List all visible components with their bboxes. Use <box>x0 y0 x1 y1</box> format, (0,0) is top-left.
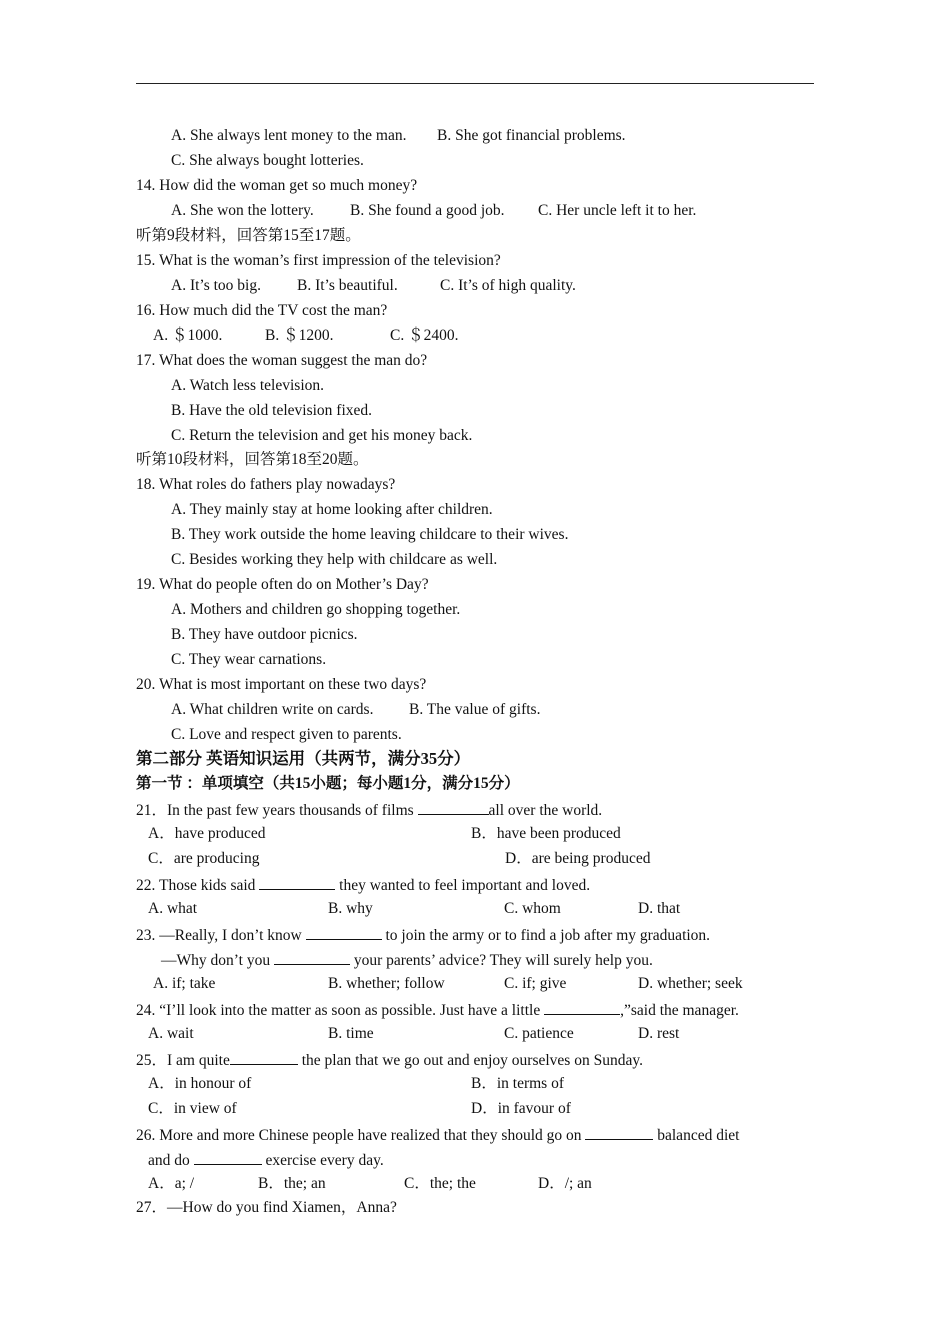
q18-option-c: C. Besides working they help with childcare as well. <box>171 551 498 568</box>
q25-option-b: B．in terms of <box>471 1075 564 1092</box>
q24-option-a: A. wait <box>148 1025 194 1042</box>
q20-option-c: C. Love and respect given to parents. <box>171 726 402 743</box>
q18-option-b: B. They work outside the home leaving childcare to their wives. <box>171 526 569 543</box>
q25-option-a: A．in honour of <box>148 1075 252 1092</box>
q22-option-b: B. why <box>328 900 373 917</box>
q17-stem: 17. What does the woman suggest the man do? <box>136 352 428 369</box>
q20-option-b: B. The value of gifts. <box>409 701 541 718</box>
q26-option-d: D．/; an <box>538 1175 592 1192</box>
instruction-passage-10: 听第10段材料，回答第18至20题。 <box>136 451 369 468</box>
q14-option-c: C. Her uncle left it to her. <box>538 202 697 219</box>
q25-blank <box>230 1049 298 1065</box>
q22-option-c: C. whom <box>504 900 561 917</box>
q23-option-c: C. if; give <box>504 975 567 992</box>
q21-stem: 21．In the past few years thousands of films all over the world. <box>136 799 602 821</box>
q26-option-c: C．the; the <box>404 1175 476 1192</box>
q19-option-c: C. They wear carnations. <box>171 651 327 668</box>
q26-option-a: A．a; / <box>148 1175 195 1192</box>
q24-option-c: C. patience <box>504 1025 574 1042</box>
q14-stem: 14. How did the woman get so much money? <box>136 177 418 194</box>
q19-option-a: A. Mothers and children go shopping together. <box>171 601 461 618</box>
q23-blank-2 <box>274 949 350 965</box>
q13-option-c: C. She always bought lotteries. <box>171 152 364 169</box>
q15-option-a: A. It’s too big. <box>171 277 261 294</box>
q26-option-b: B．the; an <box>258 1175 326 1192</box>
q17-option-b: B. Have the old television fixed. <box>171 402 373 419</box>
q17-option-a: A. Watch less television. <box>171 377 325 394</box>
instruction-passage-9: 听第9段材料，回答第15至17题。 <box>136 227 361 244</box>
q15-option-b: B. It’s beautiful. <box>297 277 398 294</box>
q24-option-d: D. rest <box>638 1025 680 1042</box>
q14-option-b: B. She found a good job. <box>350 202 505 219</box>
q23-blank-1 <box>306 924 382 940</box>
q23-line1: 23. —Really, I don’t know to join the army or to find a job after my graduation. <box>136 924 710 946</box>
q23-option-a: A. if; take <box>153 975 216 992</box>
header-rule <box>136 83 814 84</box>
q21-blank <box>418 799 489 815</box>
q16-stem: 16. How much did the TV cost the man? <box>136 302 388 319</box>
q16-option-c: C. ＄2400. <box>390 327 459 344</box>
q23-option-b: B. whether; follow <box>328 975 445 992</box>
q21-option-a: A．have produced <box>148 825 266 842</box>
q15-option-c: C. It’s of high quality. <box>440 277 576 294</box>
q21-option-b: B．have been produced <box>471 825 621 842</box>
q22-blank <box>259 874 335 890</box>
q23-option-d: D. whether; seek <box>638 975 743 992</box>
q25-option-d: D．in favour of <box>471 1100 571 1117</box>
q15-stem: 15. What is the woman’s first impression of the television? <box>136 252 501 269</box>
q22-option-a: A. what <box>148 900 198 917</box>
q24-stem: 24. “I’ll look into the matter as soon as possible. Just have a little ,”said the manager. <box>136 999 739 1021</box>
q16-option-a: A. ＄1000. <box>153 327 223 344</box>
q22-option-d: D. that <box>638 900 681 917</box>
q18-option-a: A. They mainly stay at home looking after children. <box>171 501 493 518</box>
q13-option-a: A. She always lent money to the man. <box>171 127 407 144</box>
q22-stem: 22. Those kids said they wanted to feel important and loved. <box>136 874 590 896</box>
q19-stem: 19. What do people often do on Mother’s Day? <box>136 576 429 593</box>
q14-option-a: A. She won the lottery. <box>171 202 314 219</box>
q24-option-b: B. time <box>328 1025 374 1042</box>
q26-blank-1 <box>585 1124 653 1140</box>
part2-heading: 第二部分 英语知识运用（共两节，满分35分） <box>136 749 471 768</box>
q23-line2: —Why don’t you your parents’ advice? They will surely help you. <box>161 949 653 971</box>
q26-blank-2 <box>194 1149 262 1165</box>
q19-option-b: B. They have outdoor picnics. <box>171 626 358 643</box>
q27-stem: 27．—How do you find Xiamen，Anna? <box>136 1199 397 1216</box>
q20-option-a: A. What children write on cards. <box>171 701 374 718</box>
q18-stem: 18. What roles do fathers play nowadays? <box>136 476 396 493</box>
q25-stem: 25．I am quite the plan that we go out and enjoy ourselves on Sunday. <box>136 1049 643 1071</box>
q16-option-b: B. ＄1200. <box>265 327 334 344</box>
q26-line2: and do exercise every day. <box>148 1149 384 1171</box>
section1-heading: 第一节 ：单项填空（共15小题；每小题1分，满分15分） <box>136 775 520 792</box>
q21-option-d: D．are being produced <box>505 850 651 867</box>
q17-option-c: C. Return the television and get his money back. <box>171 427 473 444</box>
q21-option-c: C．are producing <box>148 850 260 867</box>
q13-option-b: B. She got financial problems. <box>437 127 626 144</box>
q24-blank <box>544 999 620 1015</box>
q20-stem: 20. What is most important on these two days? <box>136 676 427 693</box>
q25-option-c: C．in view of <box>148 1100 237 1117</box>
q26-line1: 26. More and more Chinese people have realized that they should go on balanced diet <box>136 1124 739 1146</box>
